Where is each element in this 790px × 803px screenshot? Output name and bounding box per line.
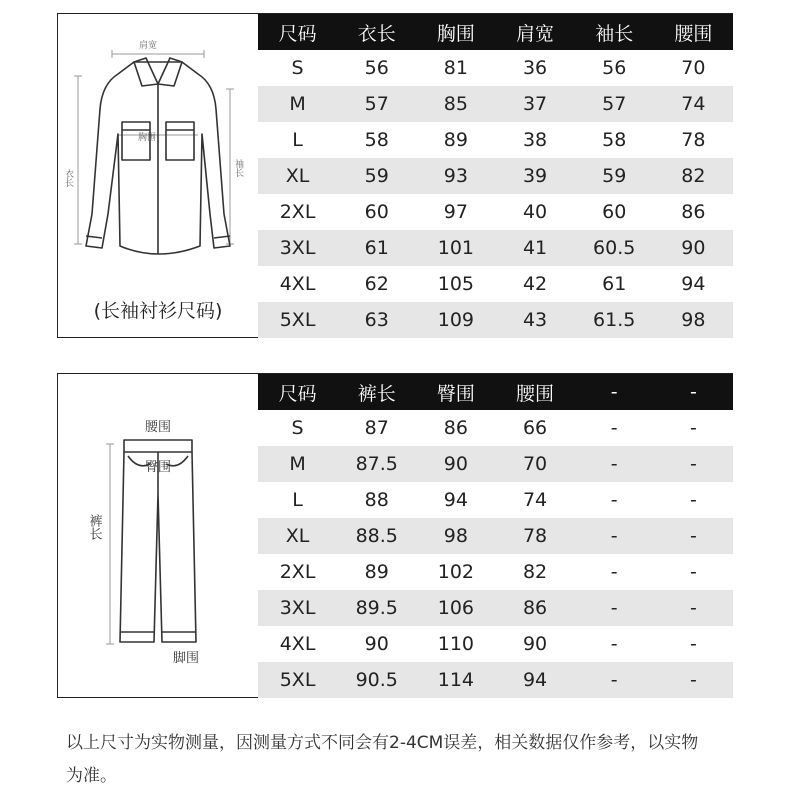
- header-cell: 裤长: [337, 374, 416, 410]
- table-row: [258, 86, 733, 122]
- value-cell: 105: [416, 266, 495, 302]
- pants-illustration: [58, 374, 258, 694]
- size-cell: XL: [258, 518, 337, 554]
- size-cell: 3XL: [258, 590, 337, 626]
- value-cell: 57: [575, 86, 654, 122]
- waist-label: 腰围: [144, 420, 172, 435]
- header-cell: 衣长: [337, 14, 416, 50]
- table-row: [258, 50, 733, 86]
- value-cell: 98: [654, 302, 733, 338]
- value-cell: 60: [575, 194, 654, 230]
- value-cell: 66: [495, 410, 574, 446]
- measurement-note: 以上尺寸为实物测量，因测量方式不同会有2-4CM误差，相关数据仅作参考，以实物为准。: [66, 733, 699, 786]
- value-cell: -: [654, 482, 733, 518]
- value-cell: 109: [416, 302, 495, 338]
- shoulder-label: 肩宽: [138, 41, 158, 51]
- value-cell: 42: [495, 266, 574, 302]
- table-row: [258, 590, 733, 626]
- table-header-row: [258, 374, 733, 410]
- value-cell: 38: [495, 122, 574, 158]
- size-cell: XL: [258, 158, 337, 194]
- table-row: [258, 266, 733, 302]
- value-cell: 101: [416, 230, 495, 266]
- header-cell: -: [654, 374, 733, 410]
- value-cell: -: [654, 662, 733, 698]
- value-cell: -: [654, 518, 733, 554]
- pants-size-panel: [57, 373, 733, 698]
- value-cell: 87: [337, 410, 416, 446]
- size-cell: 5XL: [258, 302, 337, 338]
- value-cell: -: [575, 446, 654, 482]
- value-cell: 85: [416, 86, 495, 122]
- value-cell: 102: [416, 554, 495, 590]
- value-cell: 58: [337, 122, 416, 158]
- pants-size-table: [258, 374, 733, 698]
- value-cell: 86: [495, 590, 574, 626]
- shirt-illustration: [58, 14, 258, 304]
- value-cell: 61: [337, 230, 416, 266]
- pants-table-body: [258, 410, 733, 698]
- table-row: [258, 554, 733, 590]
- shirt-caption: (长袖衬衫尺码): [93, 300, 223, 322]
- value-cell: 59: [575, 158, 654, 194]
- value-cell: -: [654, 626, 733, 662]
- value-cell: 62: [337, 266, 416, 302]
- value-cell: 89: [416, 122, 495, 158]
- value-cell: -: [575, 662, 654, 698]
- value-cell: -: [575, 482, 654, 518]
- value-cell: -: [654, 554, 733, 590]
- hem-label: 脚围: [172, 651, 200, 666]
- table-row: [258, 410, 733, 446]
- value-cell: 86: [654, 194, 733, 230]
- value-cell: 61: [575, 266, 654, 302]
- value-cell: 57: [337, 86, 416, 122]
- header-cell: 肩宽: [495, 14, 574, 50]
- length-label: 衣长: [63, 169, 73, 187]
- value-cell: 63: [337, 302, 416, 338]
- value-cell: 94: [495, 662, 574, 698]
- sleeve-label: 袖长: [233, 159, 243, 177]
- value-cell: 90.5: [337, 662, 416, 698]
- table-row: [258, 194, 733, 230]
- value-cell: 70: [495, 446, 574, 482]
- table-row: [258, 158, 733, 194]
- header-cell: 尺码: [258, 374, 337, 410]
- value-cell: 90: [495, 626, 574, 662]
- table-row: [258, 122, 733, 158]
- shirt-figure: [58, 14, 258, 337]
- shirt-table-body: [258, 50, 733, 338]
- size-cell: M: [258, 446, 337, 482]
- header-cell: -: [575, 374, 654, 410]
- value-cell: 114: [416, 662, 495, 698]
- value-cell: 89.5: [337, 590, 416, 626]
- size-cell: L: [258, 482, 337, 518]
- size-cell: 2XL: [258, 554, 337, 590]
- value-cell: 39: [495, 158, 574, 194]
- hip-label: 臀围: [144, 460, 172, 475]
- table-row: [258, 446, 733, 482]
- value-cell: 90: [416, 446, 495, 482]
- table-row: [258, 302, 733, 338]
- table-header-row: [258, 14, 733, 50]
- value-cell: 90: [337, 626, 416, 662]
- value-cell: 106: [416, 590, 495, 626]
- chest-label: 胸围: [137, 133, 157, 143]
- header-cell: 尺码: [258, 14, 337, 50]
- value-cell: 89: [337, 554, 416, 590]
- value-cell: 78: [654, 122, 733, 158]
- value-cell: 36: [495, 50, 574, 86]
- value-cell: 88.5: [337, 518, 416, 554]
- size-cell: S: [258, 50, 337, 86]
- value-cell: 82: [654, 158, 733, 194]
- value-cell: -: [654, 410, 733, 446]
- value-cell: -: [575, 554, 654, 590]
- value-cell: 60.5: [575, 230, 654, 266]
- value-cell: 90: [654, 230, 733, 266]
- value-cell: -: [654, 590, 733, 626]
- value-cell: 94: [416, 482, 495, 518]
- value-cell: 43: [495, 302, 574, 338]
- value-cell: 70: [654, 50, 733, 86]
- value-cell: 61.5: [575, 302, 654, 338]
- value-cell: 110: [416, 626, 495, 662]
- value-cell: 74: [495, 482, 574, 518]
- size-cell: S: [258, 410, 337, 446]
- value-cell: -: [575, 410, 654, 446]
- value-cell: 78: [495, 518, 574, 554]
- size-cell: 5XL: [258, 662, 337, 698]
- pants-length-label: 裤长: [86, 514, 102, 540]
- value-cell: 94: [654, 266, 733, 302]
- value-cell: 81: [416, 50, 495, 86]
- value-cell: 98: [416, 518, 495, 554]
- value-cell: 56: [337, 50, 416, 86]
- table-row: [258, 662, 733, 698]
- value-cell: -: [654, 446, 733, 482]
- value-cell: 56: [575, 50, 654, 86]
- table-row: [258, 230, 733, 266]
- value-cell: 74: [654, 86, 733, 122]
- header-cell: 腰围: [495, 374, 574, 410]
- value-cell: 40: [495, 194, 574, 230]
- pants-figure: [58, 374, 258, 697]
- header-cell: 袖长: [575, 14, 654, 50]
- size-cell: M: [258, 86, 337, 122]
- size-cell: L: [258, 122, 337, 158]
- table-row: [258, 518, 733, 554]
- value-cell: 59: [337, 158, 416, 194]
- size-cell: 4XL: [258, 266, 337, 302]
- value-cell: -: [575, 518, 654, 554]
- value-cell: 37: [495, 86, 574, 122]
- size-cell: 2XL: [258, 194, 337, 230]
- value-cell: 93: [416, 158, 495, 194]
- size-cell: 4XL: [258, 626, 337, 662]
- value-cell: 82: [495, 554, 574, 590]
- header-cell: 胸围: [416, 14, 495, 50]
- value-cell: 97: [416, 194, 495, 230]
- value-cell: 60: [337, 194, 416, 230]
- value-cell: 86: [416, 410, 495, 446]
- header-cell: 臀围: [416, 374, 495, 410]
- shirt-size-table: [258, 14, 733, 338]
- table-row: [258, 482, 733, 518]
- table-row: [258, 626, 733, 662]
- value-cell: 87.5: [337, 446, 416, 482]
- value-cell: -: [575, 626, 654, 662]
- header-cell: 腰围: [654, 14, 733, 50]
- shirt-size-panel: [57, 13, 733, 338]
- value-cell: -: [575, 590, 654, 626]
- value-cell: 58: [575, 122, 654, 158]
- size-cell: 3XL: [258, 230, 337, 266]
- value-cell: 88: [337, 482, 416, 518]
- value-cell: 41: [495, 230, 574, 266]
